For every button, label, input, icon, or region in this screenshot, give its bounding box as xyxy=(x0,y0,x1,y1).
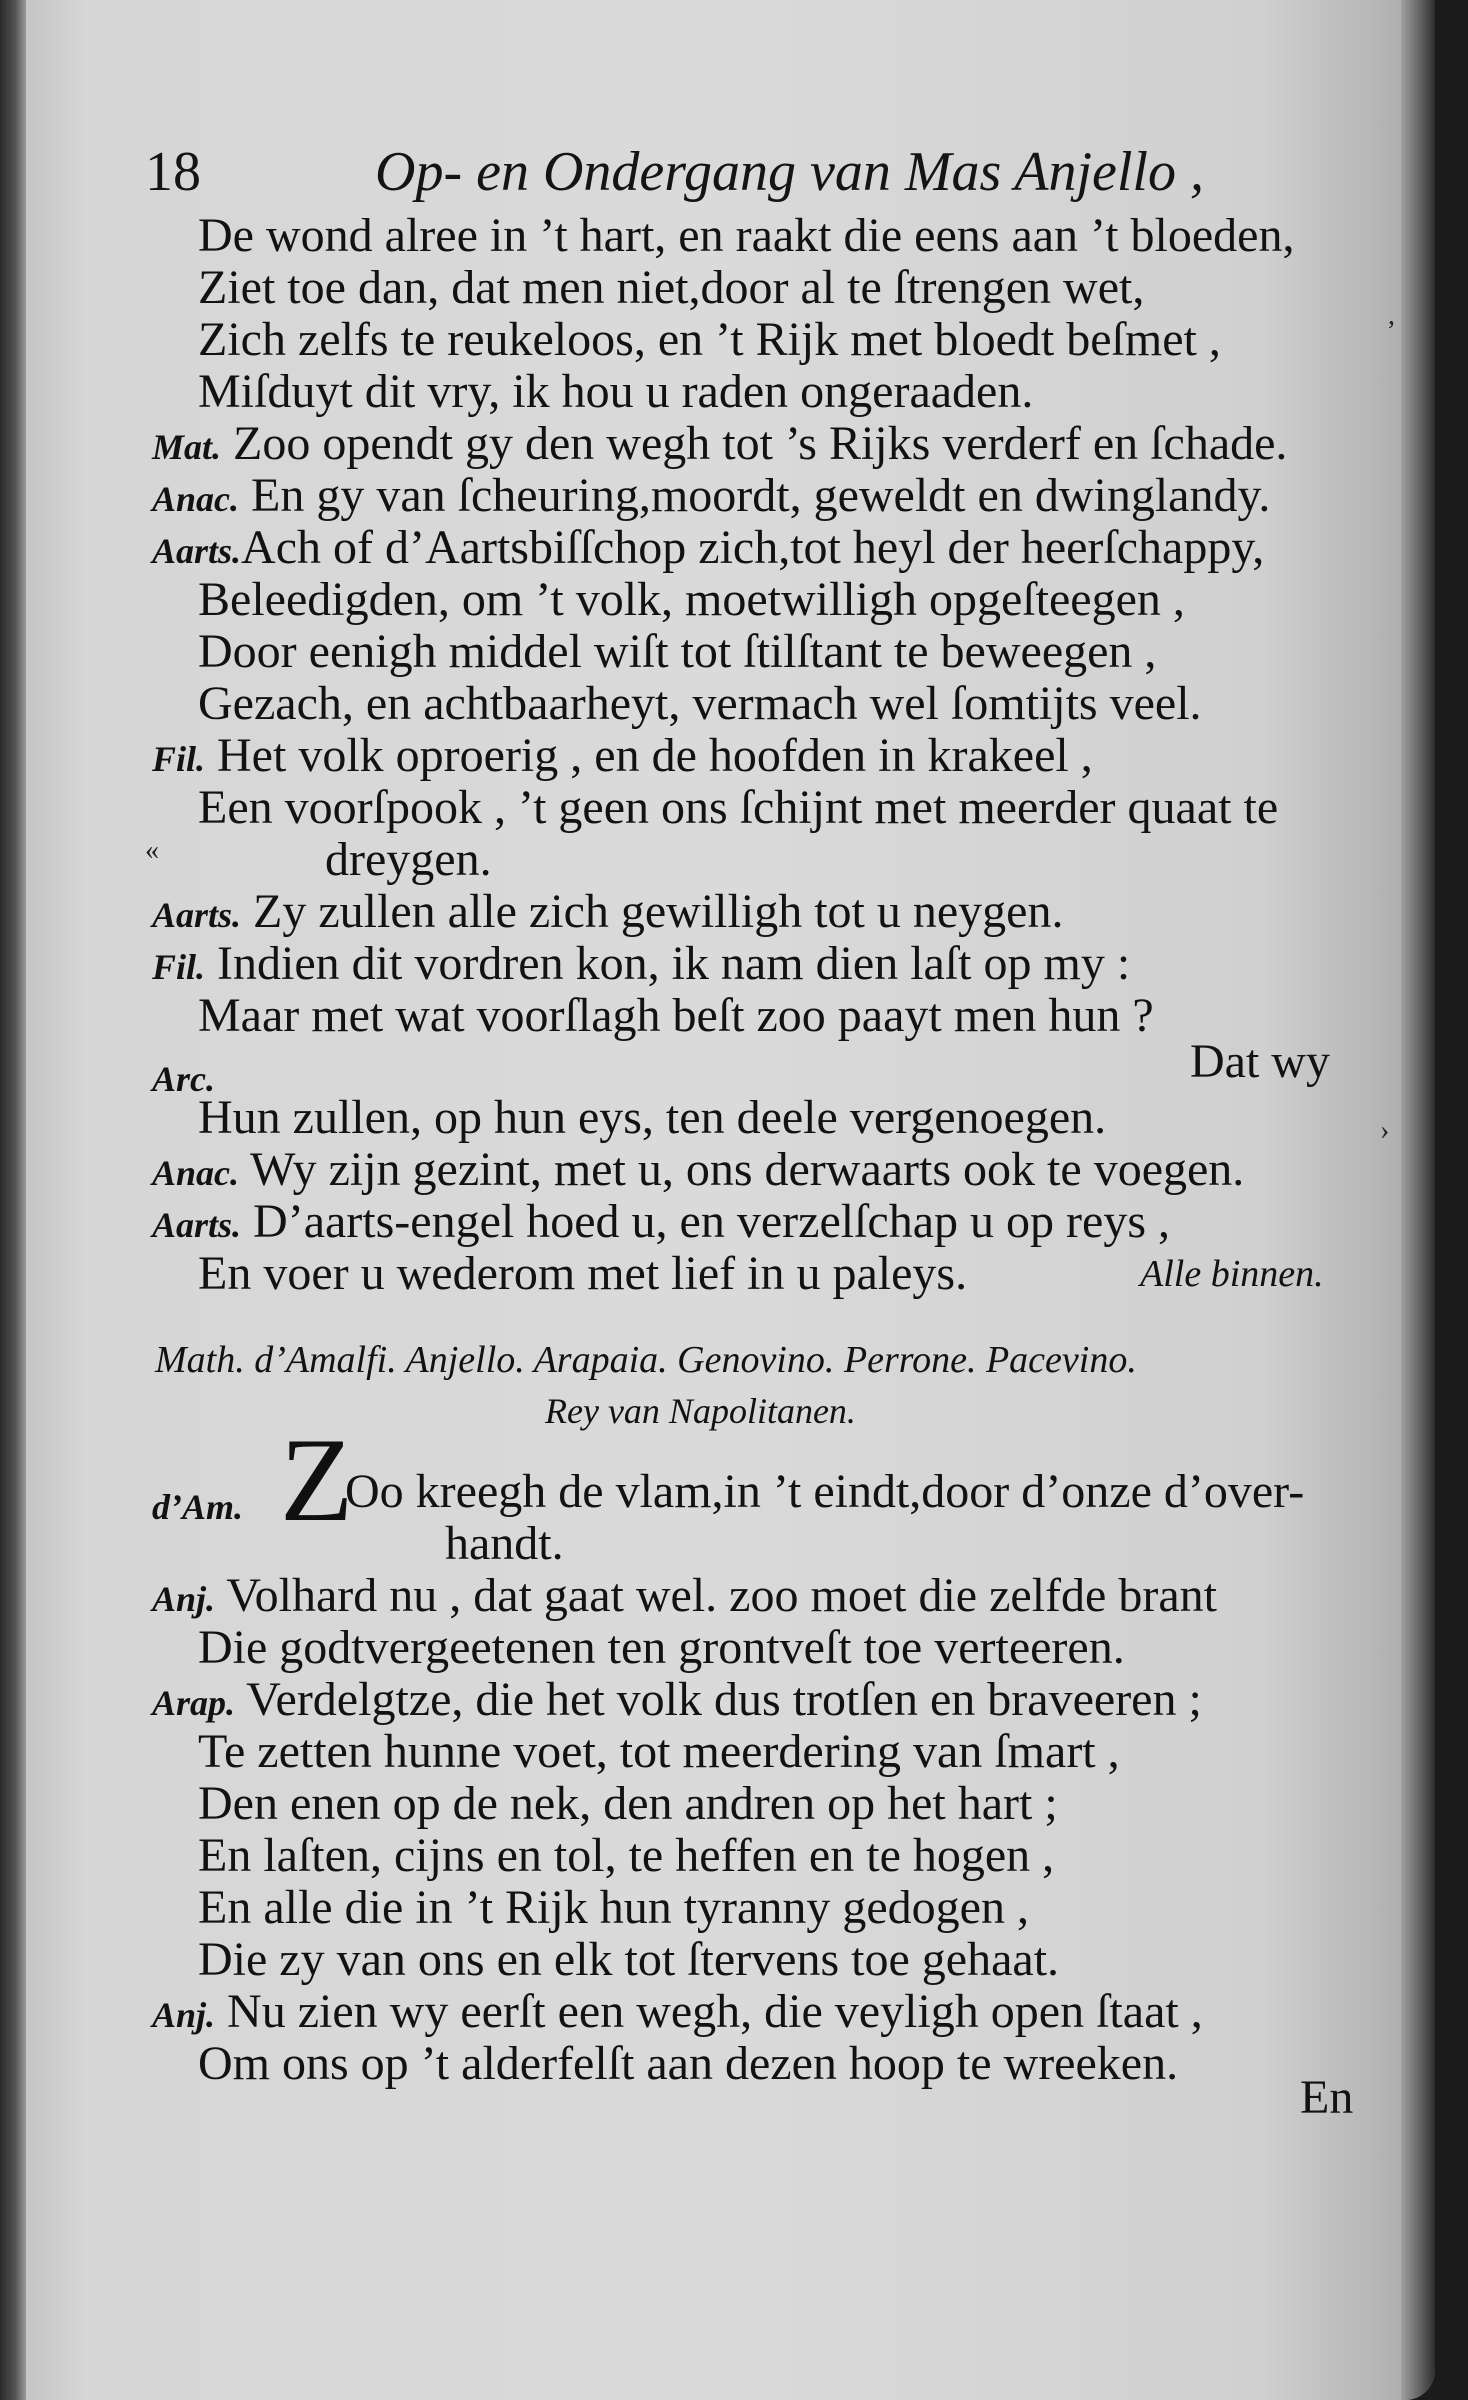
speaker-label: Anj. xyxy=(152,1995,216,2035)
speaker-label: Arc. xyxy=(152,1059,215,1099)
verse-line: Mat. Zoo opendt gy den wegh tot ’s Rijks verderf en ſchade. xyxy=(152,417,1288,470)
speaker-label: d’Am. xyxy=(152,1487,244,1527)
verse-line: Zich zelfs te reukeloos, en ’t Rijk met bloedt beſmet , xyxy=(198,313,1221,366)
verse-line: De wond alree in ’t hart, en raakt die eens aan ’t bloeden, xyxy=(198,209,1295,262)
speaker-label: Arap. xyxy=(152,1683,236,1723)
speaker-label: Anj. xyxy=(152,1579,216,1619)
page-number: 18 xyxy=(145,141,201,203)
verse-line: Anac. Wy zijn gezint, met u, ons derwaarts ook te voegen. xyxy=(152,1143,1245,1196)
verse-line: Om ons op ’t alderfelſt aan dezen hoop te wreeken. xyxy=(198,2037,1179,2090)
speaker-label: Fil. xyxy=(152,947,206,987)
verse-line: Anj. Nu zien wy eerſt een wegh, die veyligh open ſtaat , xyxy=(152,1985,1203,2038)
ink-speck-icon: , xyxy=(1388,300,1395,331)
verse-line: En voer u wederom met lief in u paleys. xyxy=(198,1247,968,1300)
speaker-label: Anac. xyxy=(152,479,240,519)
verse-line: En laſten, cijns en tol, te heffen en te hogen , xyxy=(198,1829,1055,1882)
speaker-label: Mat. xyxy=(152,427,222,467)
verse-line: Een voorſpook , ’t geen ons ſchijnt met meerder quaat te xyxy=(198,781,1279,834)
verse-line: Door eenigh middel wiſt tot ſtilſtant te beweegen , xyxy=(198,625,1157,678)
verse-line: Te zetten hunne voet, tot meerdering van ſmart , xyxy=(198,1725,1120,1778)
verse-line: Fil. Het volk oproerig , en de hoofden in krakeel , xyxy=(152,729,1093,782)
verse-line: Anac. En gy van ſcheuring,moordt, geweldt en dwinglandy. xyxy=(152,469,1271,522)
page-header xyxy=(145,140,1345,216)
speaker-label: Aarts. xyxy=(152,1205,242,1245)
verse-line xyxy=(152,1478,243,1530)
speaker-label: Aarts. xyxy=(152,895,242,935)
verse-line: Hun zullen, op hun eys, ten deele vergenoegen. xyxy=(198,1091,1107,1144)
verse-line: Fil. Indien dit vordren kon, ik nam dien laſt op my : xyxy=(152,937,1131,990)
verse-line: Gezach, en achtbaarheyt, vermach wel ſomtijts veel. xyxy=(198,677,1202,730)
verse-line: Miſduyt dit vry, ik hou u raden ongeraaden. xyxy=(198,365,1034,418)
verse-line: Den enen op de nek, den andren op het hart ; xyxy=(198,1777,1058,1830)
verse-line: Beleedigden, om ’t volk, moetwilligh opgeſteegen , xyxy=(198,573,1185,626)
verse-line-continuation: dreygen. xyxy=(325,833,492,886)
scene-chorus: Rey van Napolitanen. xyxy=(545,1391,856,1431)
drop-cap: Z xyxy=(280,1413,354,1546)
verse-line: Aarts. D’aarts-engel hoed u, en verzelſchap u op reys , xyxy=(152,1195,1170,1248)
speaker-label: Anac. xyxy=(152,1153,240,1193)
speaker-label: Fil. xyxy=(152,739,206,779)
page-edge-shadow xyxy=(1401,0,1435,2400)
verse-line: En alle die in ’t Rijk hun tyranny gedogen , xyxy=(198,1881,1029,1934)
catchword: En xyxy=(1300,2071,1354,2124)
verse-line-split: Dat wy xyxy=(1190,1035,1330,1088)
verse-line: Maar met wat voorſlagh beſt zoo paayt men hun ? xyxy=(198,989,1154,1042)
ink-speck-icon: › xyxy=(1380,1115,1390,1146)
page-gutter-shadow xyxy=(0,0,26,2400)
verse-line: Ziet toe dan, dat men niet,door al te ſtrengen wet, xyxy=(198,261,1145,314)
stage-direction: Alle binnen. xyxy=(1140,1253,1324,1295)
running-title: Op- en Ondergang van Mas Anjello , xyxy=(375,141,1204,203)
ink-speck-icon: « xyxy=(145,835,159,866)
verse-line-continuation: handt. xyxy=(445,1517,564,1570)
verse-line: Die zy van ons en elk tot ſtervens toe gehaat. xyxy=(198,1933,1060,1986)
verse-line: Oo kreegh de vlam,in ’t eindt,door d’onze d’over- xyxy=(345,1465,1305,1518)
verse-line: Aarts.Ach of d’Aartsbiſſchop zich,tot heyl der heerſchappy, xyxy=(152,521,1265,574)
verse-line: Arap. Verdelgtze, die het volk dus trotſen en braveeren ; xyxy=(152,1673,1202,1726)
scene-characters: Math. d’Amalfi. Anjello. Arapaia. Genovino. Perrone. Pacevino. xyxy=(155,1339,1137,1381)
verse-line: Die godtvergeetenen ten grontveſt toe verteeren. xyxy=(198,1621,1125,1674)
verse-line: Aarts. Zy zullen alle zich gewilligh tot u neygen. xyxy=(152,885,1064,938)
verse-line: Anj. Volhard nu , dat gaat wel. zoo moet die zelfde brant xyxy=(152,1569,1217,1622)
speaker-label: Aarts. xyxy=(152,531,242,571)
